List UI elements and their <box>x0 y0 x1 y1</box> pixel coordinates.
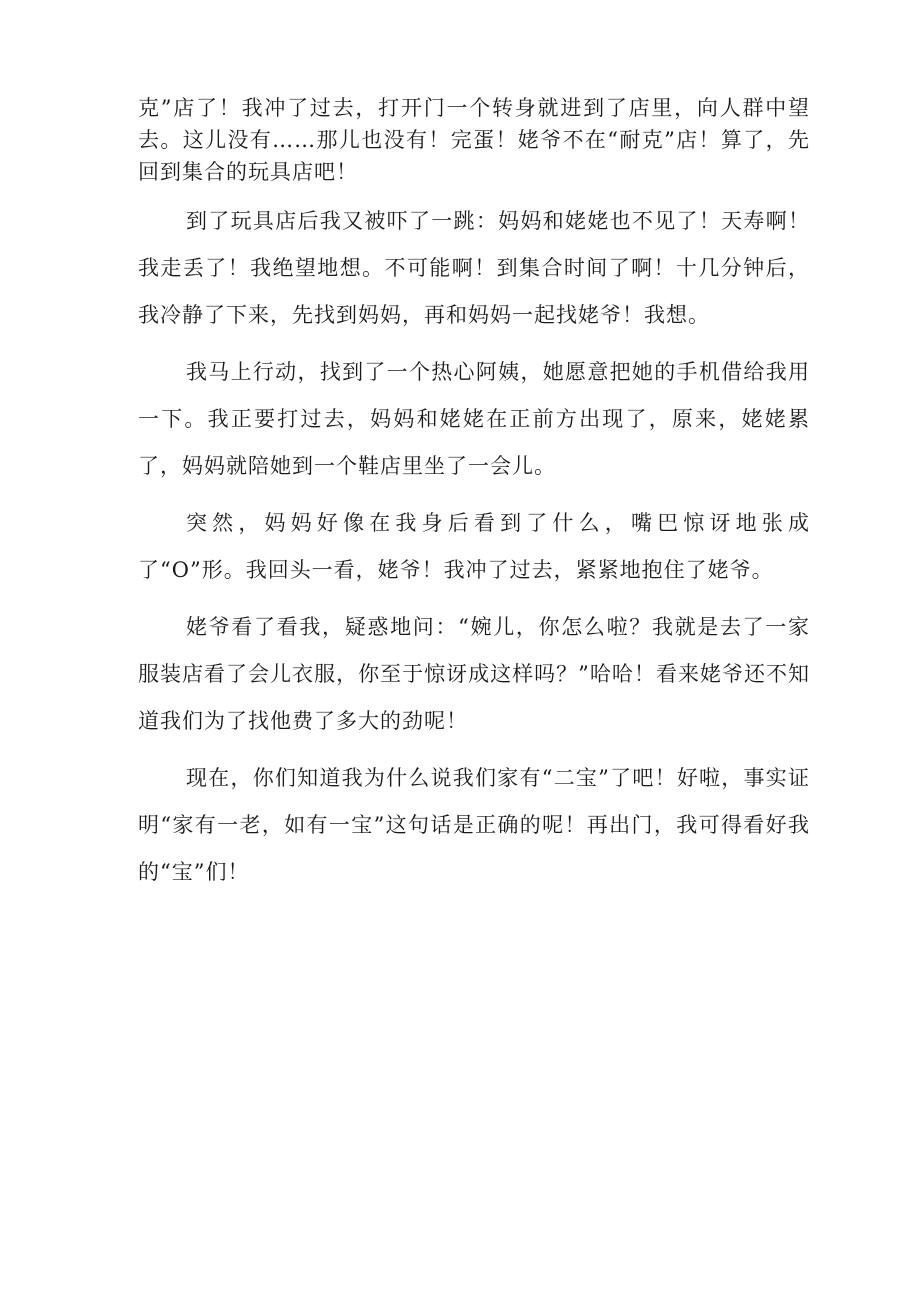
paragraph-3: 我马上行动，找到了一个热心阿姨，她愿意把她的手机借给我用一下。我正要打过去，妈妈和姥姥在正前方出现了，原来，姥姥累了，妈妈就陪她到一个鞋店里坐了一会儿。 <box>138 360 810 478</box>
paragraph-6: 现在，你们知道我为什么说我们家有“二宝”了吧！好啦，事实证明“家有一老，如有一宝”这句话是正确的呢！再出门，我可得看好我的“宝”们！ <box>138 766 810 884</box>
paragraph-5: 姥爷看了看我，疑惑地问：“婉儿，你怎么啦？我就是去了一家服装店看了会儿衣服，你至于惊讶成这样吗？”哈哈！看来姥爷还不知道我们为了找他费了多大的劲呢！ <box>138 615 810 733</box>
paragraph-1: 克”店了！我冲了过去，打开门一个转身就进到了店里，向人群中望去。这儿没有……那儿也没有！完蛋！姥爷不在“耐克”店！算了，先回到集合的玩具店吧！ <box>138 96 810 184</box>
article-body <box>138 92 810 896</box>
paragraph-4: 突然，妈妈好像在我身后看到了什么，嘴巴惊讶地张成了“O”形。我回头一看，姥爷！我冲了过去，紧紧地抱住了姥爷。 <box>138 511 810 582</box>
paragraph-2: 到了玩具店后我又被吓了一跳：妈妈和姥姥也不见了！天寿啊！我走丢了！我绝望地想。不可能啊！到集合时间了啊！十几分钟后，我冷静了下来，先找到妈妈，再和妈妈一起找姥爷！我想。 <box>138 209 810 327</box>
